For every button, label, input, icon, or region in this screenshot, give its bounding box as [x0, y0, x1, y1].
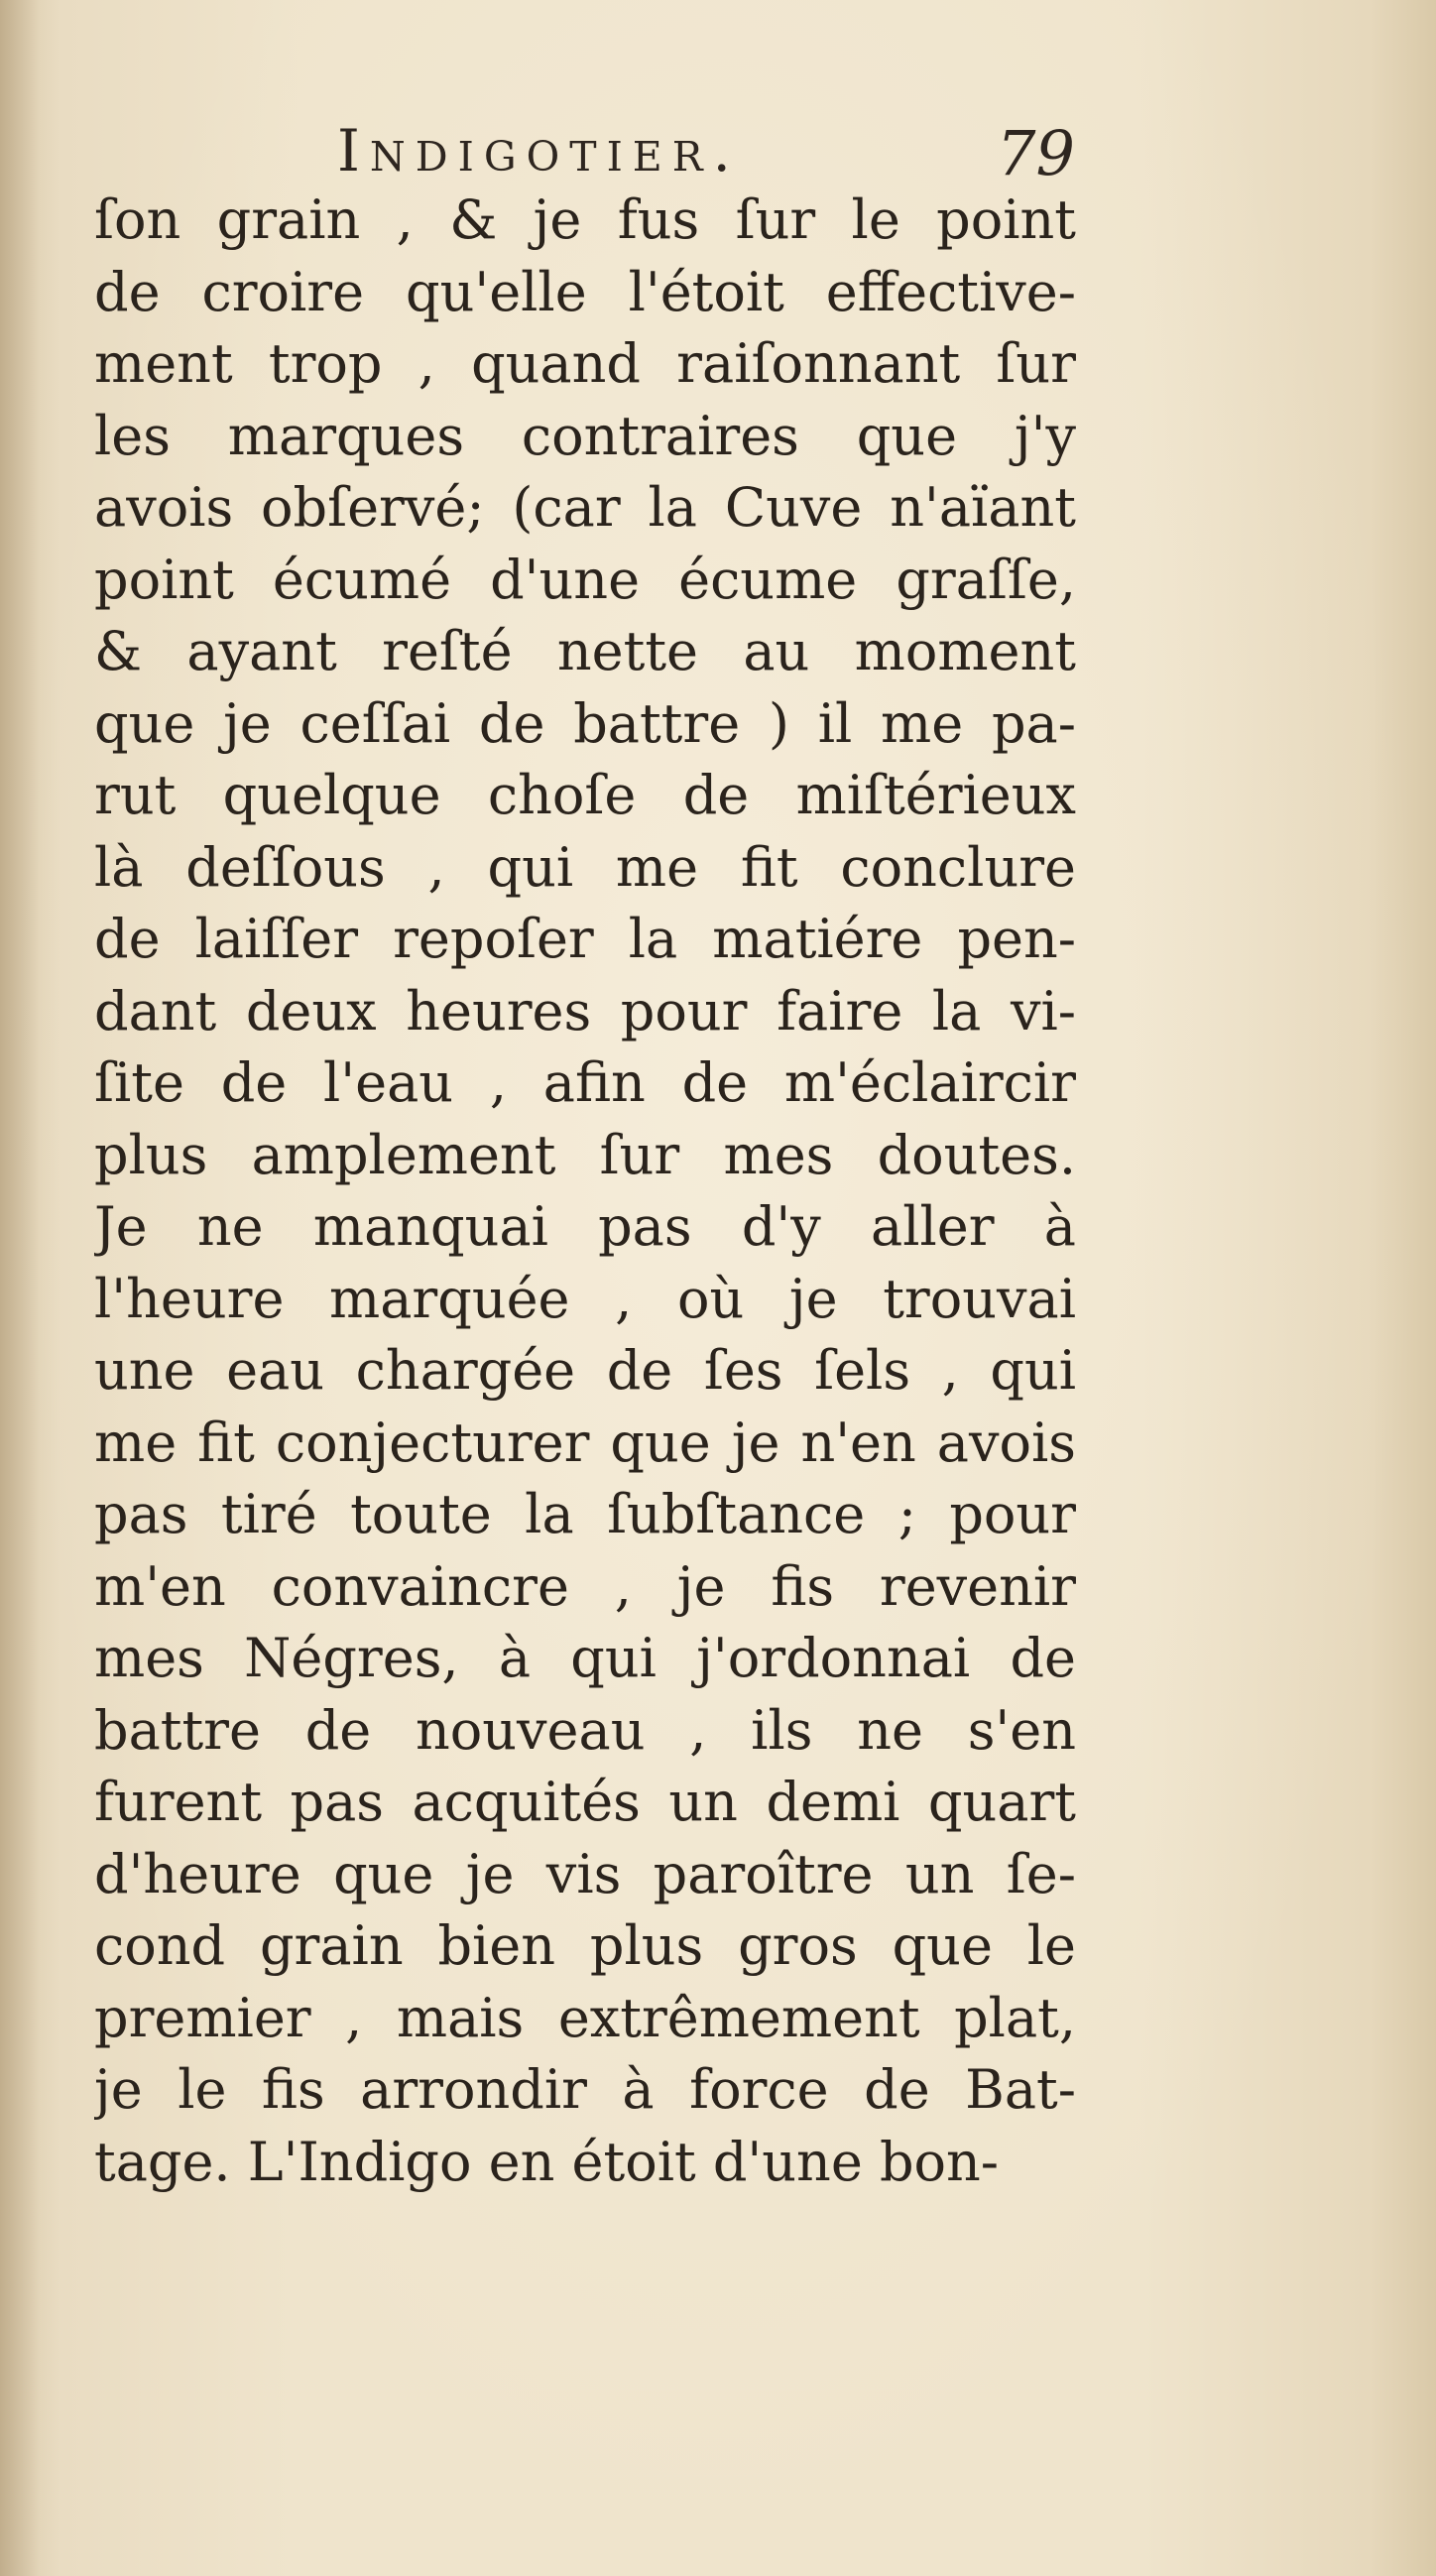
text-line: ſon grain , & je fus ſur le point [94, 188, 1076, 251]
text-line: plus amplement ſur mes doutes. [94, 1123, 1076, 1186]
text-line: rut quelque choſe de miſtérieux [94, 764, 1076, 826]
text-line: mes Négres, à qui j'ordonnai de [94, 1627, 1076, 1689]
text-line: de croire qu'elle l'étoit effectivе- [94, 260, 1076, 323]
text-line: Je ne manquai pas d'y aller à [94, 1195, 1076, 1258]
text-line: battre de nouveau , ils ne s'en [94, 1698, 1076, 1762]
text-line: tage. L'Indigo en étoit d'une bon- [94, 2130, 1000, 2193]
text-line: dant deux heures pour faire la vi- [94, 979, 1076, 1043]
text-line: me fit conjecturer que je n'en avois [94, 1411, 1076, 1474]
text-line: d'heure que je vis paroître un ſe- [94, 1842, 1076, 1905]
text-line: & ayant reſté nette au moment [94, 620, 1076, 682]
text-line: les marques contraires que j'y [94, 404, 1076, 467]
text-line: avois obſervé; (car la Cuve n'aïant [94, 476, 1076, 539]
body-text [94, 184, 1076, 2198]
page-number: 79 [997, 117, 1075, 189]
text-line: point écumé d'une écume graſſe, [94, 548, 1076, 611]
text-line: que je ceſſai de battre ) il me pa- [94, 691, 1076, 755]
gutter-shadow [0, 0, 40, 2576]
text-line: je le fis arrondir à force de Bat- [94, 2058, 1076, 2121]
text-line: de laiſſer repoſer la matiére pen- [94, 908, 1076, 970]
text-line: ment trop , quand raiſonnant ſur [94, 332, 1076, 395]
text-line: cond grain bien plus gros que le [94, 1914, 1076, 1977]
text-line: l'heure marquée , où je trouvai [94, 1267, 1076, 1330]
text-line: m'en convaincre , je fis revenir [94, 1554, 1076, 1618]
text-line: pas tiré toute la ſubſtance ; pour [94, 1483, 1076, 1545]
text-line: une eau chargée de ſes ſels , qui [94, 1339, 1076, 1402]
running-head: Indigotier. [337, 117, 741, 184]
text-line: furent pas acquités un demi quart [94, 1771, 1076, 1833]
text-line: là deſſous , qui me fit conclure [94, 835, 1076, 899]
text-line: ſite de l'eau , afin de m'éclaircir [94, 1051, 1076, 1114]
text-line: premier , mais extrêmement plat, [94, 1986, 1076, 2049]
